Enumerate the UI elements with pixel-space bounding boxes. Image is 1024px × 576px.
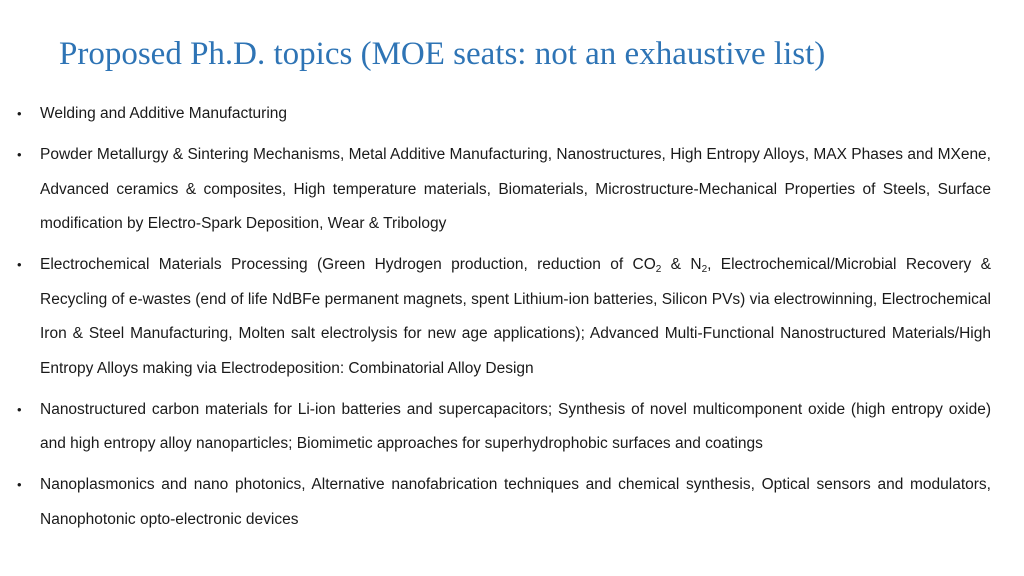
- topic-text: [40, 256, 991, 377]
- subscript: 2: [701, 264, 708, 275]
- bullet-icon: •: [17, 147, 22, 162]
- topic-text: Nanoplasmonics and nano photonics, Alternative nanofabrication techniques and chemical synthesis, Optical sensors and modulators, Nanophotonic opto-electronic devices: [40, 476, 991, 528]
- topic-list: [0, 97, 1024, 537]
- bullet-icon: •: [17, 477, 22, 492]
- topic-text-part: , Electrochemical/Microbial Recovery & Recycling of e-wastes (end of life NdBFe permanent magnets, spent Lithium-ion batteries, Silicon PVs) via electrowinning, Electrochemical Iron & Steel Manufacturing, Molten salt electrolysis for new age applications); Advanced Multi-Functional Nanostructured Materials/High Entropy Alloys making via Electrodeposition: Combinatorial Alloy Design: [40, 256, 991, 377]
- topic-item-nanoplasmonics: [0, 468, 1024, 537]
- topic-text: Powder Metallurgy & Sintering Mechanisms, Metal Additive Manufacturing, Nanostructures, High Entropy Alloys, MAX Phases and MXene, Advanced ceramics & composites, High temperature materials, Biomaterials, Microstructure-Mechanical Properties of Steels, Surface modification by Electro-Spark Deposition, Wear & Tribology: [40, 146, 991, 232]
- slide-title: Proposed Ph.D. topics (MOE seats: not an exhaustive list): [59, 36, 826, 72]
- bullet-icon: •: [17, 401, 22, 417]
- topic-item-electrochemical: [0, 248, 1024, 386]
- topic-text: Nanostructured carbon materials for Li-ion batteries and supercapacitors; Synthesis of novel multicomponent oxide (high entropy oxide) and high entropy alloy nanoparticles; Biomimetic approaches for superhydrophobic surfaces and coatings: [40, 400, 991, 452]
- subscript: 2: [655, 264, 662, 275]
- topic-item-welding: [0, 97, 1024, 132]
- topic-text: Welding and Additive Manufacturing: [40, 105, 288, 122]
- topic-item-powder-metallurgy: [0, 138, 1024, 242]
- bullet-icon: •: [17, 106, 22, 121]
- topic-text-part: Electrochemical Materials Processing (Green Hydrogen production, reduction of CO: [40, 256, 656, 273]
- topic-text-part: & N: [661, 256, 702, 273]
- bullet-icon: •: [17, 257, 22, 272]
- topic-item-nanostructured-carbon: [0, 393, 1024, 462]
